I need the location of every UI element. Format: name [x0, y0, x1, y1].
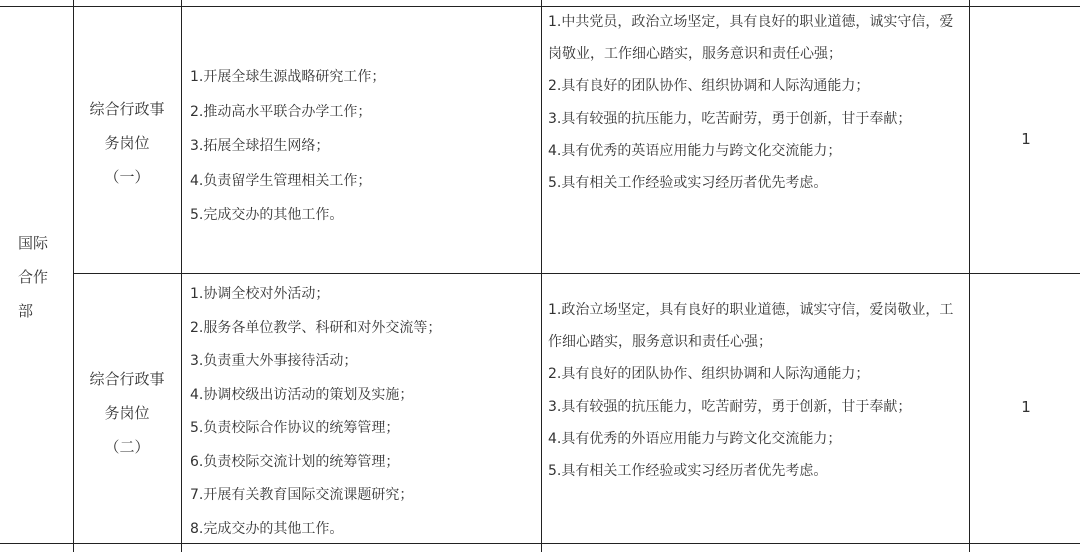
duty-item: 6.负责校际交流计划的统筹管理； [190, 453, 400, 470]
requirement-item: 4.具有优秀的外语应用能力与跨文化交流能力； [548, 430, 842, 447]
requirements-cell [548, 6, 964, 199]
department-line: 国际 [18, 234, 49, 252]
column-divider [73, 0, 74, 552]
requirement-item: 3.具有较强的抗压能力，吃苦耐劳，勇于创新，甘于奉献； [548, 110, 912, 127]
post-name-line: 综合行政事 [89, 100, 165, 118]
requirement-item: 1.政治立场坚定，具有良好的职业道德，诚实守信，爱岗敬业，工作细心踏实，服务意识和责任心强； [548, 302, 954, 351]
duty-item: 2.服务各单位教学、科研和对外交流等； [190, 319, 442, 336]
row-divider [74, 273, 1080, 274]
post-name-line: 务岗位 [104, 404, 150, 422]
post-name-line: （二） [104, 438, 150, 456]
requirement-item: 5.具有相关工作经验或实习经历者优先考虑。 [548, 175, 828, 192]
department-line: 合作 [18, 268, 49, 286]
headcount-cell: 1 [1021, 398, 1031, 416]
duties-cell [190, 278, 535, 546]
requirement-item: 1.中共党员，政治立场坚定，具有良好的职业道德，诚实守信，爱岗敬业，工作细心踏实，服务意识和责任心强； [548, 14, 954, 63]
duty-item: 8.完成交办的其他工作。 [190, 520, 344, 537]
post-name-line: （一） [104, 168, 150, 186]
duty-item: 5.负责校际合作协议的统筹管理； [190, 420, 400, 436]
requirement-item: 4.具有优秀的英语应用能力与跨文化交流能力； [548, 142, 842, 159]
post-name-cell [74, 92, 180, 194]
headcount-cell: 1 [1021, 130, 1031, 148]
requirement-item: 5.具有相关工作经验或实习经历者优先考虑。 [548, 463, 828, 480]
requirements-cell [548, 294, 964, 487]
requirement-item: 3.具有较强的抗压能力，吃苦耐劳，勇于创新，甘于奉献； [548, 398, 912, 415]
requirement-item: 2.具有良好的团队协作、组织协调和人际沟通能力； [548, 78, 870, 95]
department-cell [18, 226, 68, 328]
duty-item: 7.开展有关教育国际交流课题研究； [190, 487, 414, 503]
column-divider [541, 0, 542, 552]
requirement-item: 2.具有良好的团队协作、组织协调和人际沟通能力； [548, 366, 870, 383]
duty-item: 4.负责留学生管理相关工作； [190, 172, 372, 189]
duty-item: 3.拓展全球招生网络； [190, 138, 330, 154]
post-name-cell [74, 362, 180, 464]
post-name-line: 综合行政事 [89, 370, 165, 388]
duty-item: 5.完成交办的其他工作。 [190, 207, 344, 223]
column-divider [969, 0, 970, 552]
duty-item: 4.协调校级出访活动的策划及实施； [190, 386, 414, 403]
column-divider [181, 0, 182, 552]
duty-item: 1.开展全球生源战略研究工作； [190, 69, 386, 85]
duty-item: 1.协调全校对外活动； [190, 286, 330, 302]
post-name-line: 务岗位 [104, 134, 150, 152]
duty-item: 2.推动高水平联合办学工作； [190, 103, 372, 120]
duties-cell [190, 60, 535, 233]
department-line: 部 [18, 302, 34, 320]
table-bottom-border [0, 543, 1080, 544]
duty-item: 3.负责重大外事接待活动； [190, 353, 358, 369]
